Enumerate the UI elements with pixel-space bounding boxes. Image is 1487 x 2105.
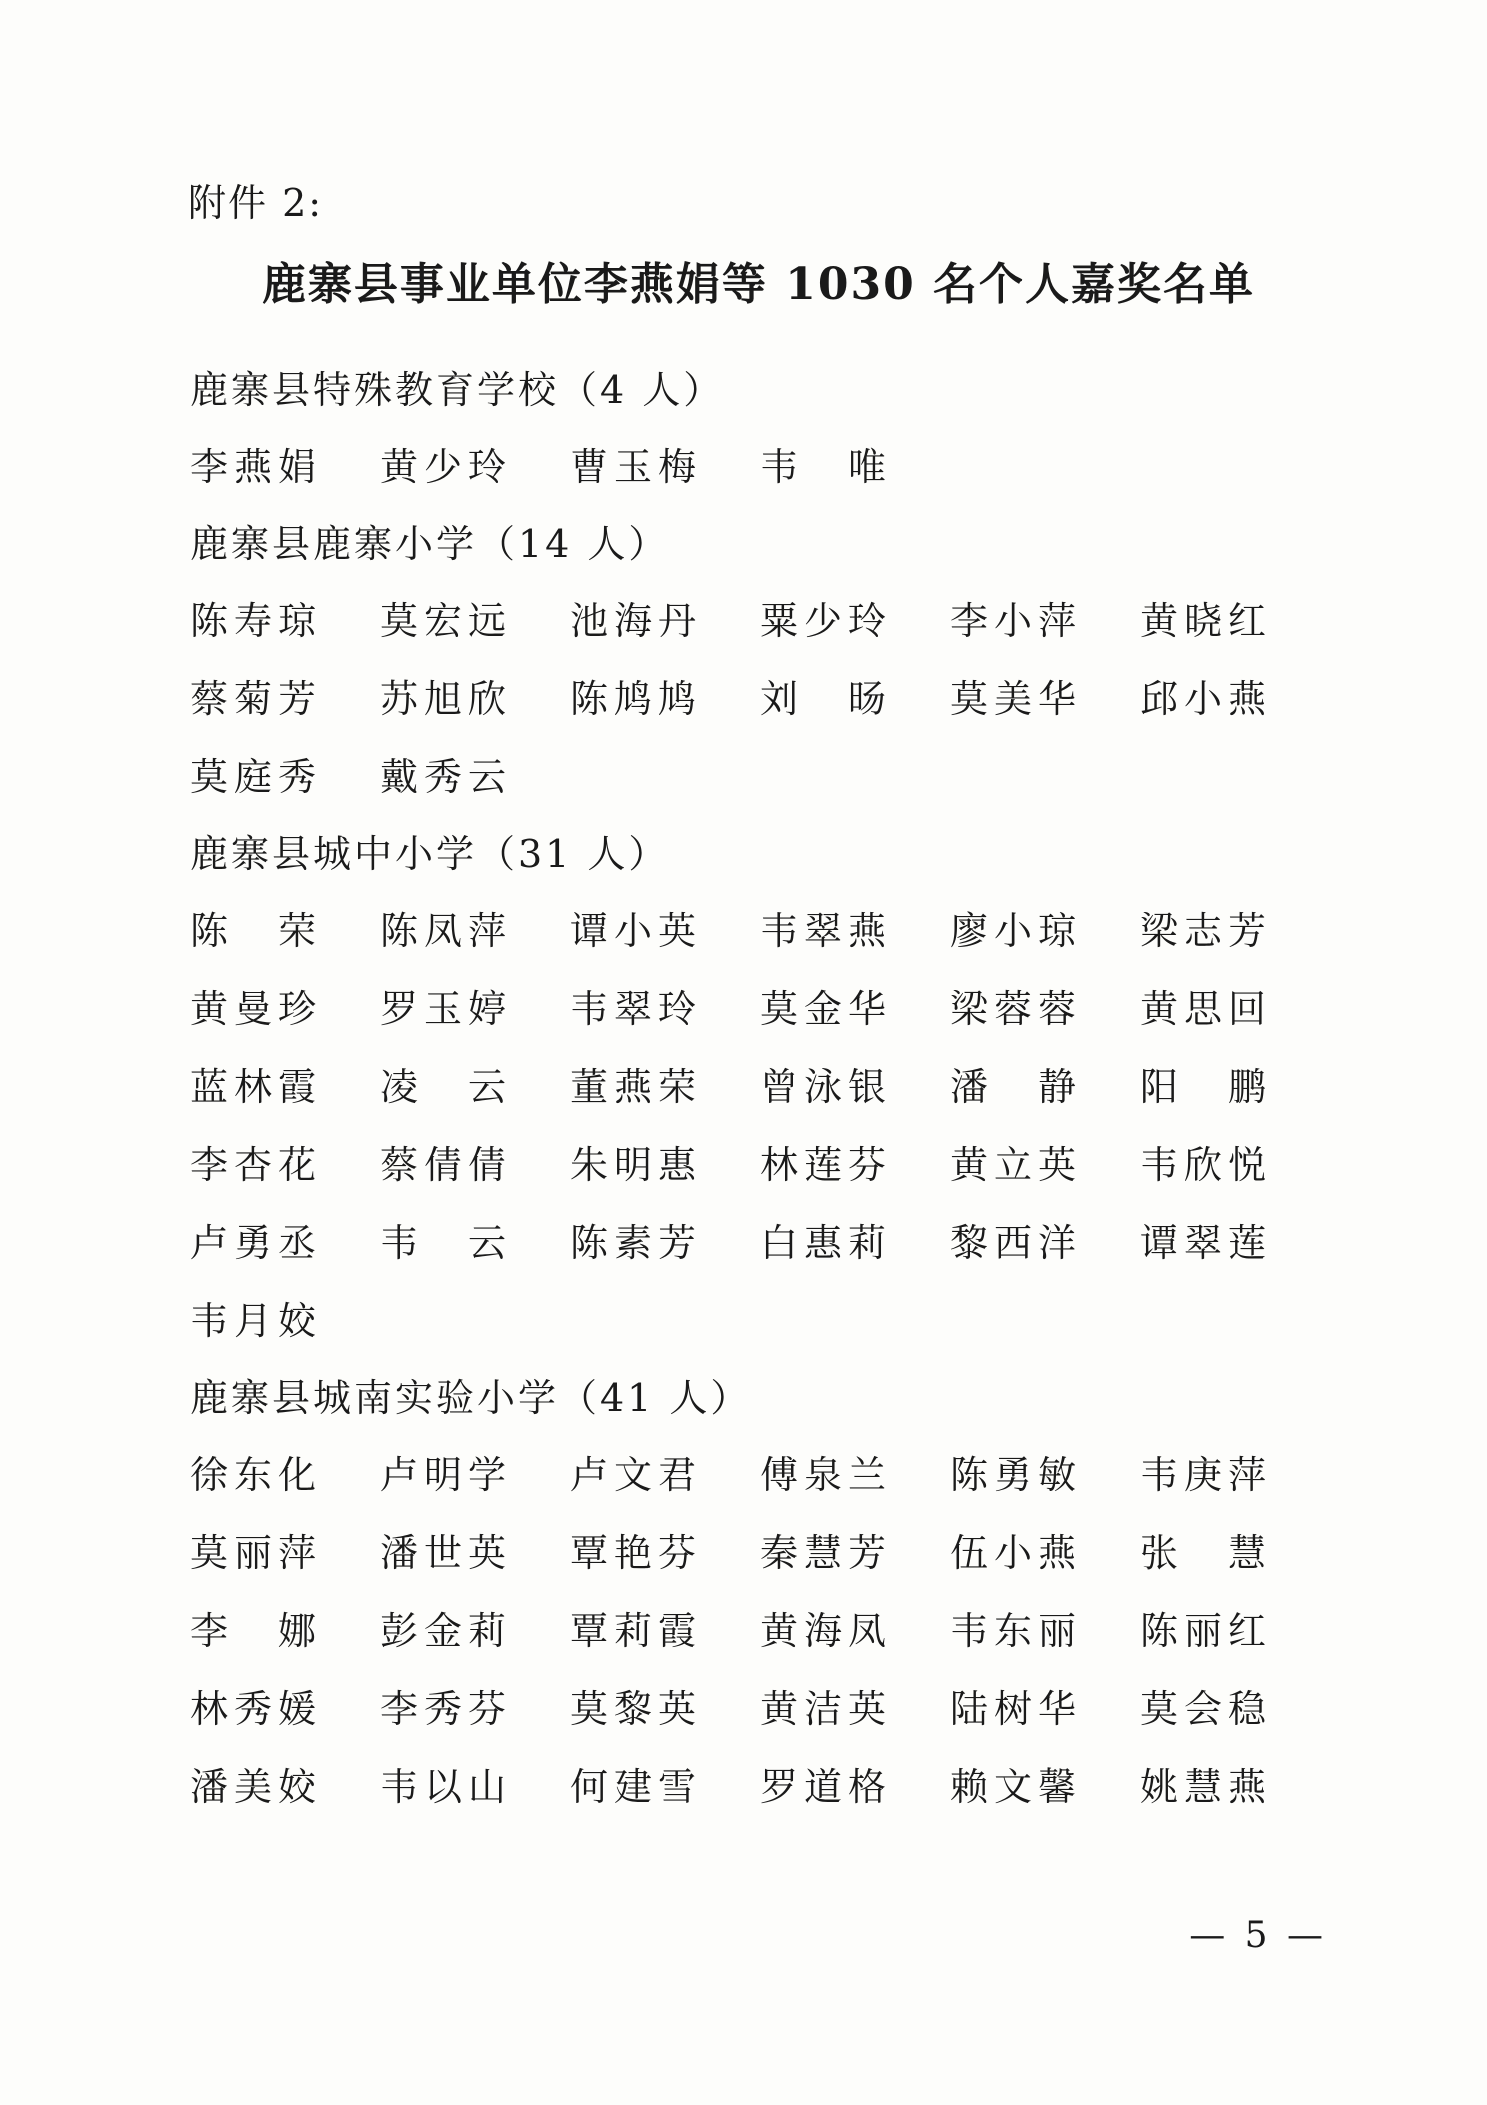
person-name: 蔡菊芳 [190, 677, 323, 721]
person-name: 徐东化 [190, 1453, 323, 1497]
person-name: 彭金莉 [380, 1609, 513, 1653]
section-chengnan-experimental-primary-school [190, 1360, 1340, 1826]
person-name: 李燕娟 [190, 445, 323, 489]
person-name: 潘世英 [380, 1531, 513, 1575]
person-name: 曾泳银 [760, 1065, 893, 1109]
person-name: 刘 旸 [760, 677, 893, 721]
person-name: 韦翠玲 [570, 987, 703, 1031]
person-name: 覃艳芬 [570, 1531, 703, 1575]
section-heading: 鹿寨县城中小学（31 人） [190, 832, 670, 876]
person-name: 罗玉婷 [380, 987, 513, 1031]
person-name: 韦欣悦 [1140, 1143, 1273, 1187]
person-name: 韦庚萍 [1140, 1453, 1273, 1497]
name-grid [190, 582, 1340, 816]
person-name: 邱小燕 [1140, 677, 1273, 721]
person-name: 陈鸠鸠 [570, 677, 703, 721]
section-heading: 鹿寨县鹿寨小学（14 人） [190, 522, 670, 566]
person-name: 黄立英 [950, 1143, 1083, 1187]
person-name: 陈 荣 [190, 909, 323, 953]
section-luzhai-primary-school [190, 506, 1340, 816]
person-name: 陈丽红 [1140, 1609, 1273, 1653]
person-name: 张 慧 [1140, 1531, 1273, 1575]
person-name: 苏旭欣 [380, 677, 513, 721]
person-name: 林莲芬 [760, 1143, 893, 1187]
person-name: 韦月姣 [190, 1299, 323, 1343]
person-name: 陈素芳 [570, 1221, 703, 1265]
person-name: 何建雪 [570, 1765, 703, 1809]
person-name: 黄少玲 [380, 445, 513, 489]
person-name: 蓝林霞 [190, 1065, 323, 1109]
person-name: 伍小燕 [950, 1531, 1083, 1575]
person-name: 罗道格 [760, 1765, 893, 1809]
person-name: 莫会稳 [1140, 1687, 1273, 1731]
person-name: 潘美姣 [190, 1765, 323, 1809]
person-name: 韦 云 [380, 1221, 513, 1265]
person-name: 梁志芳 [1140, 909, 1273, 953]
person-name: 黄洁英 [760, 1687, 893, 1731]
person-name: 陈勇敏 [950, 1453, 1083, 1497]
person-name: 卢明学 [380, 1453, 513, 1497]
person-name: 赖文馨 [950, 1765, 1083, 1809]
document-title: 鹿寨县事业单位李燕娟等 1030 名个人嘉奖名单 [261, 259, 1256, 310]
person-name: 池海丹 [570, 599, 703, 643]
person-name: 陆树华 [950, 1687, 1083, 1731]
person-name: 覃莉霞 [570, 1609, 703, 1653]
person-name: 蔡倩倩 [380, 1143, 513, 1187]
person-name: 莫金华 [760, 987, 893, 1031]
person-name: 韦东丽 [950, 1609, 1083, 1653]
person-name: 韦以山 [380, 1765, 513, 1809]
name-grid [190, 428, 1340, 506]
person-name: 李杏花 [190, 1143, 323, 1187]
person-name: 陈寿琼 [190, 599, 323, 643]
person-name: 韦翠燕 [760, 909, 893, 953]
person-name: 秦慧芳 [760, 1531, 893, 1575]
person-name: 傅泉兰 [760, 1453, 893, 1497]
person-name: 潘 静 [950, 1065, 1083, 1109]
person-name: 黎西洋 [950, 1221, 1083, 1265]
person-name: 朱明惠 [570, 1143, 703, 1187]
name-grid [190, 892, 1340, 1360]
person-name: 董燕荣 [570, 1065, 703, 1109]
person-name: 李小萍 [950, 599, 1083, 643]
person-name: 李秀芬 [380, 1687, 513, 1731]
person-name: 莫美华 [950, 677, 1083, 721]
person-name: 李 娜 [190, 1609, 323, 1653]
person-name: 梁蓉蓉 [950, 987, 1083, 1031]
attachment-label: 附件 2: [188, 181, 324, 225]
section-special-education-school [190, 352, 1340, 506]
person-name: 韦 唯 [760, 445, 893, 489]
name-grid [190, 1436, 1340, 1826]
person-name: 粟少玲 [760, 599, 893, 643]
person-name: 林秀媛 [190, 1687, 323, 1731]
page-number: — 5 — [1189, 1915, 1327, 1956]
person-name: 莫庭秀 [190, 755, 323, 799]
person-name: 凌 云 [380, 1065, 513, 1109]
person-name: 卢文君 [570, 1453, 703, 1497]
person-name: 姚慧燕 [1140, 1765, 1273, 1809]
person-name: 阳 鹏 [1140, 1065, 1273, 1109]
person-name: 黄曼珍 [190, 987, 323, 1031]
person-name: 黄海凤 [760, 1609, 893, 1653]
person-name: 陈凤萍 [380, 909, 513, 953]
person-name: 谭翠莲 [1140, 1221, 1273, 1265]
person-name: 莫宏远 [380, 599, 513, 643]
person-name: 黄晓红 [1140, 599, 1273, 643]
section-chengzhong-primary-school [190, 816, 1340, 1360]
award-list [190, 352, 1340, 1826]
person-name: 黄思回 [1140, 987, 1273, 1031]
person-name: 莫丽萍 [190, 1531, 323, 1575]
person-name: 廖小琼 [950, 909, 1083, 953]
person-name: 曹玉梅 [570, 445, 703, 489]
person-name: 戴秀云 [380, 755, 513, 799]
section-heading: 鹿寨县特殊教育学校（4 人） [190, 368, 725, 412]
person-name: 白惠莉 [760, 1221, 893, 1265]
person-name: 谭小英 [570, 909, 703, 953]
person-name: 莫黎英 [570, 1687, 703, 1731]
section-heading: 鹿寨县城南实验小学（41 人） [190, 1376, 752, 1420]
person-name: 卢勇丞 [190, 1221, 323, 1265]
